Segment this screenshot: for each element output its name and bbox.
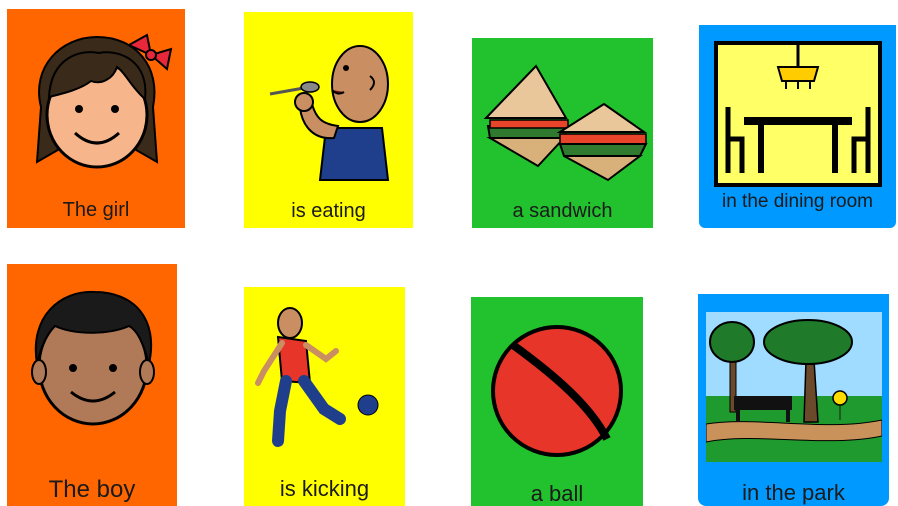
card-label: The boy bbox=[48, 476, 136, 503]
card-is-kicking[interactable] bbox=[244, 287, 405, 506]
card-a-ball[interactable] bbox=[471, 297, 643, 506]
park-icon bbox=[706, 312, 882, 462]
card-in-the-park[interactable] bbox=[698, 294, 889, 506]
card-is-eating[interactable] bbox=[244, 12, 413, 228]
card-the-boy[interactable] bbox=[7, 264, 177, 506]
boy-face-icon bbox=[21, 282, 165, 432]
card-a-sandwich[interactable] bbox=[472, 38, 653, 228]
card-the-girl[interactable] bbox=[7, 9, 185, 228]
ball-icon bbox=[483, 321, 633, 461]
dining-room-icon bbox=[714, 41, 882, 187]
card-label: in the dining room bbox=[721, 191, 874, 212]
card-label: is kicking bbox=[279, 476, 370, 501]
girl-face-icon bbox=[21, 27, 173, 177]
card-label: is eating bbox=[291, 200, 366, 222]
card-label: The girl bbox=[62, 199, 130, 221]
card-in-the-dining-room[interactable] bbox=[699, 25, 896, 228]
sandwich-icon bbox=[480, 48, 648, 188]
person-kicking-icon bbox=[254, 301, 394, 461]
card-label: a ball bbox=[530, 481, 584, 506]
person-eating-icon bbox=[262, 32, 402, 182]
card-label: a sandwich bbox=[512, 200, 613, 222]
card-label: in the park bbox=[742, 480, 845, 505]
